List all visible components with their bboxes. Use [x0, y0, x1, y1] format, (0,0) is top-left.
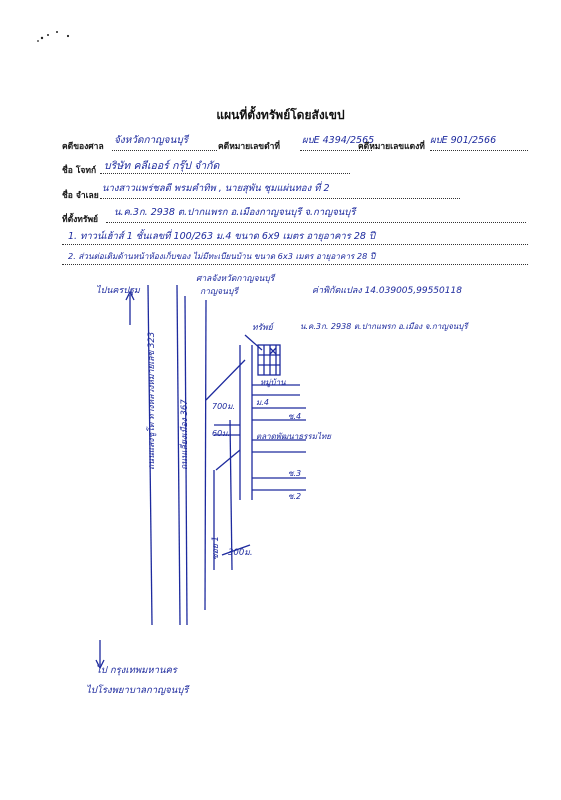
distance-300-label: 300ม. [228, 548, 253, 558]
village-label: หมู่บ้าน [260, 378, 286, 387]
soi-3-label: ซ.3 [288, 469, 302, 478]
distance-700-label: 700ม. [212, 402, 236, 411]
plaintiff-label: ชื่อ โจทก์ [62, 166, 97, 176]
court-label: คดีของศาล [62, 142, 104, 152]
court-value: จังหวัดกาญจนบุรี [114, 135, 189, 146]
to-bangkok-label: ไป กรุงเทพมหานคร [96, 665, 177, 676]
soi-2-label: ซ.2 [288, 492, 302, 501]
court-landmark-label: ศาลจังหวัดกาญจนบุรี [196, 274, 275, 284]
plaintiff-value: บริษัท คลีเออร์ กรุ๊ป จำกัด [104, 160, 220, 172]
soi-1-label: ซอย 1 [211, 536, 221, 560]
distance-60-label: 60ม. [212, 429, 230, 438]
defendant-label: ชื่อ จำเลย [62, 191, 99, 201]
property-description: น.ค.3ก. 2938 ต.ปากแพรก อ.เมือง จ.กาญจนบุรี [300, 322, 468, 331]
main-road-label: ถนนแสงชูโต ทางหลวงหมายเลข 323 [147, 331, 157, 470]
mu-label: ม.4 [256, 398, 269, 407]
red-case-label: คดีหมายเลขแดงที่ [358, 142, 425, 152]
black-case-label: คดีหมายเลขดำที่ [218, 142, 280, 152]
red-case-value: ผบE 901/2566 [430, 135, 497, 146]
defendant-value: นางสาวแพร่ชลดี พรมคำทิพ , นายสุพัน ชุมแผ่นทอง ที่ 2 [102, 183, 330, 194]
to-hospital-label: ไปโรงพยาบาลกาญจนบุรี [86, 685, 189, 696]
item-2: 2. ส่วนต่อเติมด้านหน้าห้องเก็บของ ไม่มีทะเบียนบ้าน ขนาด 6x3 เมตร อายุอาคาร 28 ปี [68, 251, 376, 261]
item-1: 1. ทาวน์เฮ้าส์ 1 ชั้นเลขที่ 100/263 ม.4 ขนาด 6x9 เมตร อายุอาคาร 28 ปี [68, 231, 376, 242]
page-title: แผนที่ตั้งทรัพย์โดยสังเขป [216, 108, 345, 122]
to-nakhon-pathom-label: ไปนครปฐม [96, 286, 140, 296]
court-landmark-label-2: กาญจนบุรี [200, 287, 238, 297]
black-case-value: ผบE 4394/2565 [302, 135, 375, 146]
soi-4-label: ซ.4 [288, 412, 302, 421]
coordinates-label: ค่าพิกัดแปลง 14.039005,99550118 [312, 286, 462, 296]
location-value: น.ค.3ก. 2938 ต.ปากแพรก อ.เมืองกาญจนบุรี จ.กาญจนบุรี [114, 207, 356, 218]
market-label: ตลาดพัฒนาธรรมไทย [256, 432, 331, 441]
property-label: ทรัพย์ [252, 323, 273, 333]
side-road-label: ถนนเลี่ยงเมือง 367 [180, 399, 190, 470]
location-label: ที่ตั้งทรัพย์ [62, 215, 99, 225]
